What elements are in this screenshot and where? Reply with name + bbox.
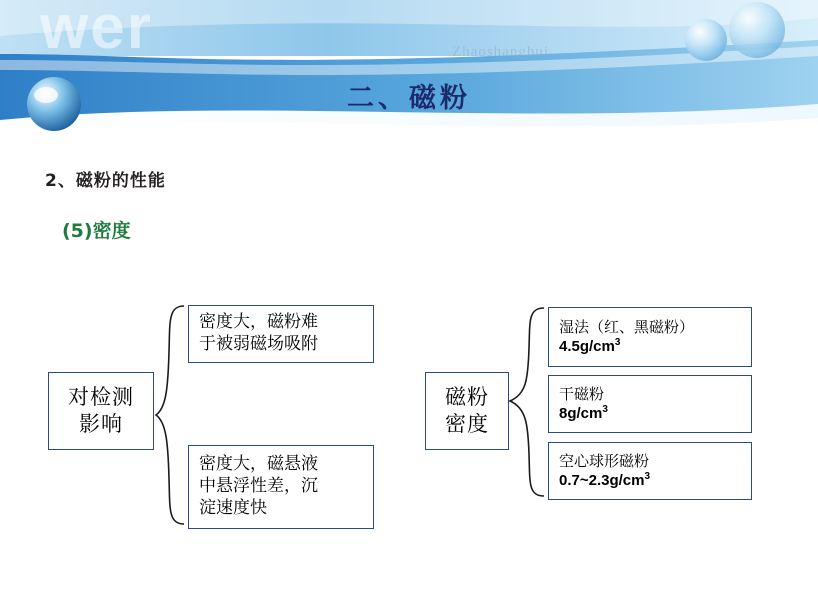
left-item-2-line-1: 密度大，磁悬液 <box>199 454 318 475</box>
left-root-line-1: 对检测 <box>68 385 134 410</box>
left-item-2-line-3: 淀速度快 <box>199 497 267 518</box>
right-root-box <box>425 372 509 450</box>
banner-watermark-text: Zhaoshanghui <box>452 44 549 60</box>
right-item-2-value: $8g/cm^3$ <box>559 404 608 422</box>
left-item-1-box <box>188 305 374 363</box>
left-item-1-line-1: 密度大，磁粉难 <box>199 312 318 333</box>
banner-ghost-text: wer <box>40 0 153 62</box>
left-root-box <box>48 372 154 450</box>
left-item-2-box <box>188 445 374 529</box>
right-root-line-2: 密度 <box>445 412 489 436</box>
left-item-1-line-2: 于被弱磁场吸附 <box>199 334 318 354</box>
right-item-1-value: $4.5g/cm^3$ <box>559 337 621 355</box>
right-item-1-name: 湿法（红、黑磁粉） <box>559 317 695 336</box>
right-item-3-value: $0.7\sim 2.3g/cm^3$ <box>559 471 651 489</box>
right-item-2-name: 干磁粉 <box>559 384 605 403</box>
left-brace <box>154 300 190 530</box>
right-item-1-box <box>548 307 752 367</box>
right-item-2-box <box>548 375 752 433</box>
right-item-3-box <box>548 442 752 500</box>
right-root-line-1: 磁粉 <box>445 385 489 410</box>
left-root-line-2: 影响 <box>79 412 123 436</box>
left-item-2-line-2: 中悬浮性差，沉 <box>199 476 318 497</box>
subsection-heading: (5)密度 <box>62 220 131 242</box>
right-item-3-name: 空心球形磁粉 <box>559 451 650 470</box>
slide-title: 二、磁粉 <box>347 83 471 114</box>
slide-banner <box>0 0 818 150</box>
right-brace <box>508 302 548 502</box>
section-heading: 2、磁粉的性能 <box>45 171 166 191</box>
